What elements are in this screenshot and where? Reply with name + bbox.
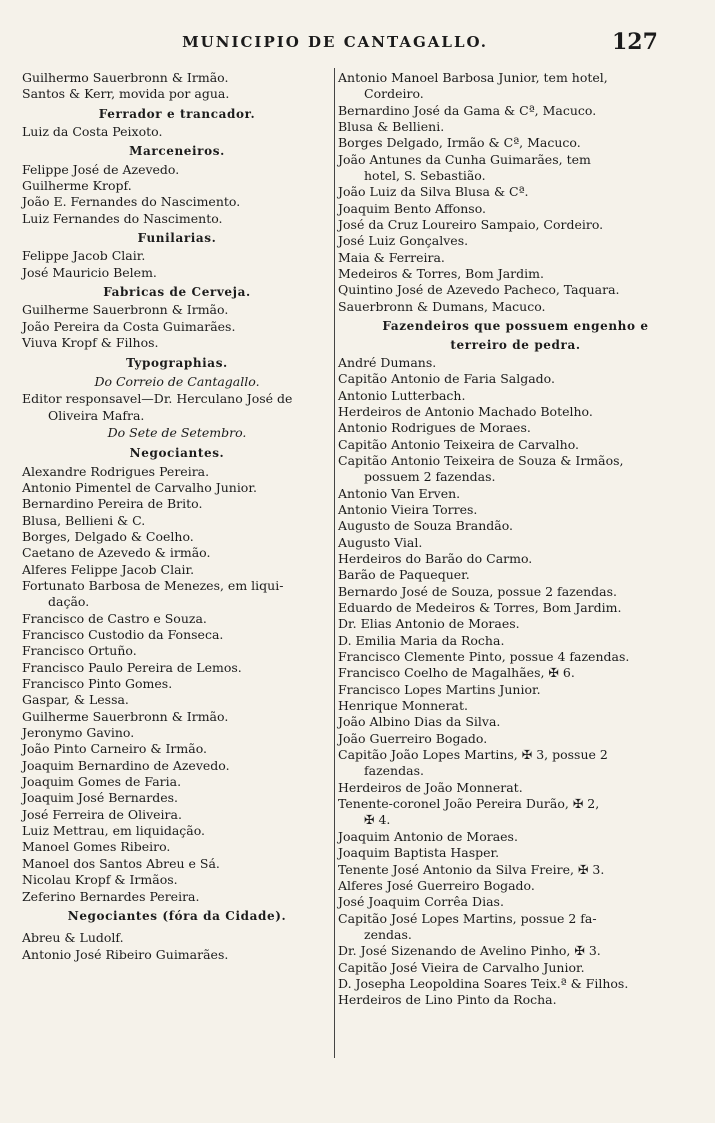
list-item-continuation: hotel, S. Sebastião. [364,168,486,184]
list-item: Alferes Felippe Jacob Clair. [22,561,195,577]
list-item: José Mauricio Belem. [22,264,157,280]
list-item: Guilherme Sauerbronn & Irmão. [22,708,229,724]
list-item: Herdeiros do Barão do Carmo. [338,550,533,566]
list-item: Manoel dos Santos Abreu e Sá. [22,855,220,871]
subsection-heading: Do Correio de Cantagallo. [94,373,260,389]
list-item: Joaquim Baptista Hasper. [338,845,500,861]
list-item: Guilherme Kropf. [22,178,132,194]
list-item: Francisco de Castro e Souza. [22,610,207,626]
list-item: Dr. José Sizenando de Avelino Pinho, ✠ 3. [338,943,601,959]
list-item-continuation: zendas. [364,926,412,942]
list-item: Augusto Vial. [338,534,423,550]
list-item: João Luiz da Silva Blusa & Cª. [338,184,529,200]
list-item: Manoel Gomes Ribeiro. [22,839,171,855]
list-item: Joaquim Gomes de Faria. [22,774,182,790]
list-item: Augusto de Souza Brandão. [338,518,513,534]
list-item: Barão de Paquequer. [338,567,470,583]
list-item: Antonio Pimentel de Carvalho Junior. [22,479,257,495]
section-heading: Fabricas de Cerveja. [103,285,251,300]
list-item: Nicolau Kropf & Irmãos. [22,872,178,888]
list-item: Capitão José Vieira de Carvalho Junior. [338,959,585,975]
list-item: Herdeiros de Antonio Machado Botelho. [338,403,593,419]
list-item-continuation: dação. [48,594,90,610]
list-item: Luiz Mettrau, em liquidação. [22,823,206,839]
list-item: Guilhermo Sauerbronn & Irmão. [22,70,229,85]
list-item: Maia & Ferreira. [338,249,445,265]
list-item: Fortunato Barbosa de Menezes, em liqui- [22,577,284,593]
list-item: Joaquim Antonio de Moraes. [338,828,518,844]
list-item: Antonio José Ribeiro Guimarães. [22,946,229,962]
list-item: Alexandre Rodrigues Pereira. [22,463,210,479]
list-item: Blusa & Bellieni. [338,119,445,135]
page-header: MUNICIPIO DE CANTAGALLO. [182,33,488,51]
list-item: Caetano de Azevedo & irmão. [22,545,211,561]
section-heading: Negociantes (fóra da Cidade). [67,908,287,923]
list-item: José Luiz Gonçalves. [338,233,469,249]
list-item-continuation: ✠ 4. [364,812,391,828]
page-number: 127 [612,29,658,55]
list-item: Tenente José Antonio da Silva Freire, ✠ 3. [338,861,605,877]
list-item: Francisco Pinto Gomes. [22,676,173,692]
list-item: Capitão Antonio de Faria Salgado. [338,371,555,387]
list-item: Luiz da Costa Peixoto. [22,124,163,140]
list-item: D. Emilia Maria da Rocha. [338,632,505,648]
list-item: Bernardino José da Gama & Cª, Macuco. [338,102,597,118]
list-item: Luiz Fernandes do Nascimento. [22,210,223,226]
list-item: Joaquim Bento Affonso. [338,200,486,216]
list-item: João Guerreiro Bogado. [338,730,488,746]
list-item: Medeiros & Torres, Bom Jardim. [338,266,544,282]
list-item: Capitão Antonio Teixeira de Souza & Irmãos, [338,452,624,468]
list-item: Francisco Paulo Pereira de Lemos. [22,659,242,675]
list-item: João Albino Dias da Silva. [338,714,501,730]
list-item: Capitão João Lopes Martins, ✠ 3, possue 2 [338,747,608,763]
column-divider [334,68,335,1058]
list-item: Sauerbronn & Dumans, Macuco. [338,298,546,314]
list-item: Joaquim José Bernardes. [22,790,179,806]
list-item: Borges, Delgado & Coelho. [22,528,194,544]
list-item: Viuva Kropf & Filhos. [22,335,159,351]
list-item: Gaspar, & Lessa. [22,692,129,708]
section-heading: Typographias. [126,355,228,370]
list-item: Capitão José Lopes Martins, possue 2 fa- [338,910,597,926]
section-heading: Ferrador e trancador. [98,106,256,121]
list-item: Antonio Manoel Barbosa Junior, tem hotel, [338,70,608,85]
list-item: Dr. Elias Antonio de Moraes. [338,616,520,632]
section-heading: Marceneiros. [129,144,225,159]
list-item: Antonio Lutterbach. [338,387,466,403]
list-item: Capitão Antonio Teixeira de Carvalho. [338,436,579,452]
list-item: Antonio Rodrigues de Moraes. [338,420,531,436]
section-heading: Negociantes. [129,446,225,461]
list-item: Francisco Lopes Martins Junior. [338,681,541,697]
list-item: Borges Delgado, Irmão & Cª, Macuco. [338,135,581,151]
list-item: Alferes José Guerreiro Bogado. [338,877,535,893]
list-item: Bernardino Pereira de Brito. [22,496,203,512]
list-item-continuation: Cordeiro. [364,86,424,102]
left-column [22,70,332,963]
list-item: Herdeiros de João Monnerat. [338,779,523,795]
list-item: Guilherme Sauerbronn & Irmão. [22,302,229,318]
list-item: Francisco Clemente Pinto, possue 4 fazendas. [338,649,630,665]
list-item: Zeferino Bernardes Pereira. [22,888,200,904]
list-item: D. Josepha Leopoldina Soares Teix.ª & Filhos. [338,975,629,991]
list-item: Joaquim Bernardino de Azevedo. [22,757,230,773]
list-item: José Joaquim Corrêa Dias. [338,894,504,910]
list-item: João Antunes da Cunha Guimarães, tem [338,151,591,167]
list-item: Herdeiros de Lino Pinto da Rocha. [338,992,557,1008]
list-item: Tenente-coronel João Pereira Durão, ✠ 2, [338,796,600,812]
list-item: Quintino José de Azevedo Pacheco, Taquara. [338,282,620,298]
list-item-continuation: possuem 2 fazendas. [364,469,496,485]
list-item: Eduardo de Medeiros & Torres, Bom Jardim. [338,600,622,615]
section-heading: Funilarias. [137,231,217,246]
list-item: Antonio Vieira Torres. [338,501,478,517]
list-item: Felippe José de Azevedo. [22,161,180,177]
subsection-heading: Do Sete de Setembro. [107,424,247,440]
list-item: Blusa, Bellieni & C. [22,512,146,528]
list-item: Jeronymo Gavino. [22,725,135,741]
list-item-continuation: Oliveira Mafra. [48,407,145,423]
list-item-continuation: fazendas. [364,763,424,779]
list-item: Francisco Custodio da Fonseca. [22,627,224,642]
list-item: João Pinto Carneiro & Irmão. [22,741,207,757]
section-heading: Fazendeiros que possuem engenho e [382,319,649,334]
list-item: José da Cruz Loureiro Sampaio, Cordeiro. [338,217,604,233]
list-item: Santos & Kerr, movida por agua. [22,86,230,102]
list-item: João E. Fernandes do Nascimento. [22,194,241,210]
section-heading: terreiro de pedra. [450,337,581,352]
list-item: Editor responsavel—Dr. Herculano José de [22,391,293,407]
list-item: Felippe Jacob Clair. [22,248,146,264]
list-item: Henrique Monnerat. [338,698,468,714]
list-item: João Pereira da Costa Guimarães. [22,318,236,334]
list-item: André Dumans. [338,354,437,370]
list-item: Antonio Van Erven. [338,485,461,501]
list-item: José Ferreira de Oliveira. [22,806,182,822]
list-item: Bernardo José de Souza, possue 2 fazendas. [338,583,618,599]
list-item: Francisco Ortuño. [22,643,137,659]
list-item: Francisco Coelho de Magalhães, ✠ 6. [338,665,575,681]
list-item: Abreu & Ludolf. [22,930,124,946]
right-column [338,70,693,1009]
